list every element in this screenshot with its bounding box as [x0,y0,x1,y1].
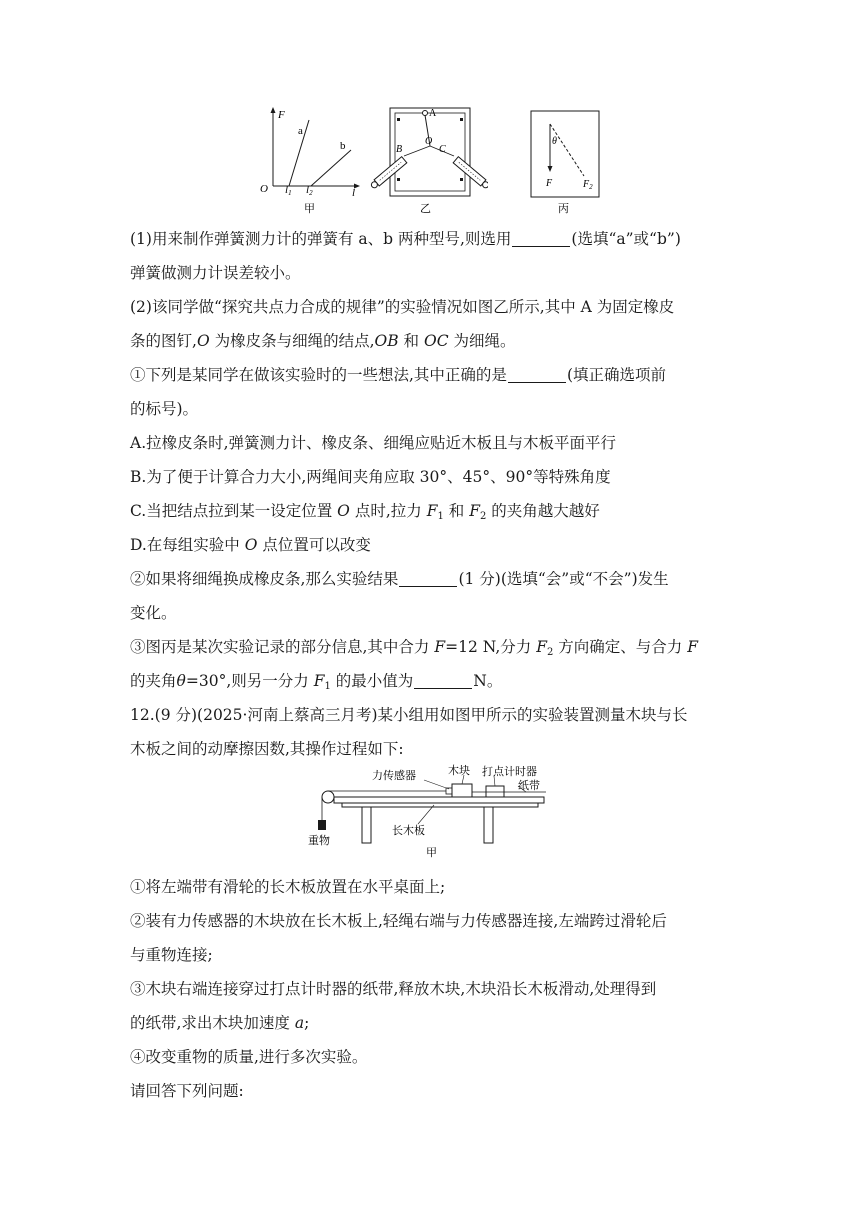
answer-blank-1[interactable] [512,228,570,247]
step-2-cont: 与重物连接; [130,946,213,964]
weight [318,820,326,830]
pin-br [460,178,463,181]
figure-bing-forces [528,104,608,216]
leader-sensor [424,780,449,789]
label-C: C [439,144,446,155]
text-line: ③图丙是某次实验记录的部分信息,其中合力 F=12 N,分力 $F_2$ 方向确定、与合力 F [130,638,698,658]
label-A: A [429,108,437,119]
figure-jia-graph [256,104,366,216]
timer-box [486,786,504,797]
step-1: ①将左端带有滑轮的长木板放置在水平桌面上; [130,878,446,896]
table-leg-left [362,807,371,843]
label-timer: 打点计时器 [482,765,537,778]
leader-board [418,805,434,824]
procedure-text [130,870,735,1108]
option-A: A.拉橡皮条时,弹簧测力计、橡皮条、细绳应贴近木板且与木板平面平行 [130,434,617,452]
question-text [130,222,735,766]
figure-yi-caption: 乙 [420,202,431,215]
text-line: (2)该同学做“探究共点力合成的规律”的实验情况如图乙所示,其中 A 为固定橡皮 [130,298,675,316]
line-a-label: a [298,125,303,137]
answer-blank-4[interactable] [414,670,472,689]
step-2: ②装有力传感器的木块放在长木板上,轻绳右端与力传感器连接,左端跨过滑轮后 [130,912,667,930]
wood-block [452,784,472,797]
tick-l2: l2 [306,184,313,197]
text-line: 的标号)。 [130,400,199,418]
top-figures [0,104,860,216]
y-axis-arrow [271,107,276,113]
step-3-cont: 的纸带,求出木块加速度 a; [130,1014,310,1032]
figure-jia-caption: 甲 [304,202,315,215]
pulley [322,791,334,803]
F2-label: $F_2$ [583,179,593,191]
step-3: ③木块右端连接穿过打点计时器的纸带,释放木块,木块沿长木板滑动,处理得到 [130,980,657,998]
text-line: ①下列是某同学在做该实验时的一些想法,其中正确的是 (填正确选项前 [130,366,666,384]
line-b-label: b [340,140,346,152]
origin-label: O [260,183,268,195]
table-leg-right [484,807,493,843]
long-board [334,797,544,803]
option-B: B.为了便于计算合力大小,两绳间夹角应取 30°、45°、90°等特殊角度 [130,468,611,486]
text-line: ②如果将细绳换成橡皮条,那么实验结果 (1 分)(选填“会”或“不会”)发生 [130,570,669,588]
pin-A [423,111,428,116]
theta-label: θ [552,136,557,147]
question-12-title: 12.(9 分)(2025·河南上蔡高三月考)某小组用如图甲所示的实验装置测量木块与长 [130,706,688,724]
tick-l1: l1 [285,184,292,197]
step-4: ④改变重物的质量,进行多次实验。 [130,1048,368,1066]
pin-bl [397,178,400,181]
text-line: 变化。 [130,604,177,622]
label-B: B [396,144,403,155]
text-line: 弹簧做测力计误差较小。 [130,264,301,282]
label-weight: 重物 [308,834,330,847]
text-line: (1)用来制作弹簧测力计的弹簧有 a、b 两种型号,则选用 (选填“a”或“b”) [130,230,681,248]
figure-apparatus-caption: 甲 [426,846,437,859]
figure-yi-board [368,104,488,216]
text-line: 的夹角θ=30°,则另一分力 $F_1$ 的最小值为 N。 [130,672,503,692]
answer-blank-3[interactable] [399,568,457,587]
figure-bing-caption: 丙 [558,202,569,215]
option-D: D.在每组实验中 O 点位置可以改变 [130,536,371,554]
line-b [311,150,351,186]
answer-blank-2[interactable] [508,364,566,383]
text-line: 条的图钉,O 为橡皮条与细绳的结点,OB 和 OC 为细绳。 [130,332,516,350]
label-tape: 纸带 [518,779,540,792]
x-axis-label: l [352,187,356,199]
table-top [342,803,538,807]
F-label: F [546,178,553,189]
y-axis-label: F [278,109,285,121]
label-block: 木块 [448,764,470,777]
label-board: 长木板 [392,824,425,837]
label-sensor: 力传感器 [372,769,416,782]
pin-tr [460,118,463,121]
label-O: O [425,136,433,147]
figure-apparatus [306,762,556,862]
answer-prompt: 请回答下列问题: [130,1082,244,1100]
pin-tl [397,118,400,121]
option-C: C.当把结点拉到某一设定位置 O 点时,拉力 $F_1$ 和 $F_2$ 的夹角越大越好 [130,502,600,522]
text-line: 木板之间的动摩擦因数,其操作过程如下: [130,740,404,758]
